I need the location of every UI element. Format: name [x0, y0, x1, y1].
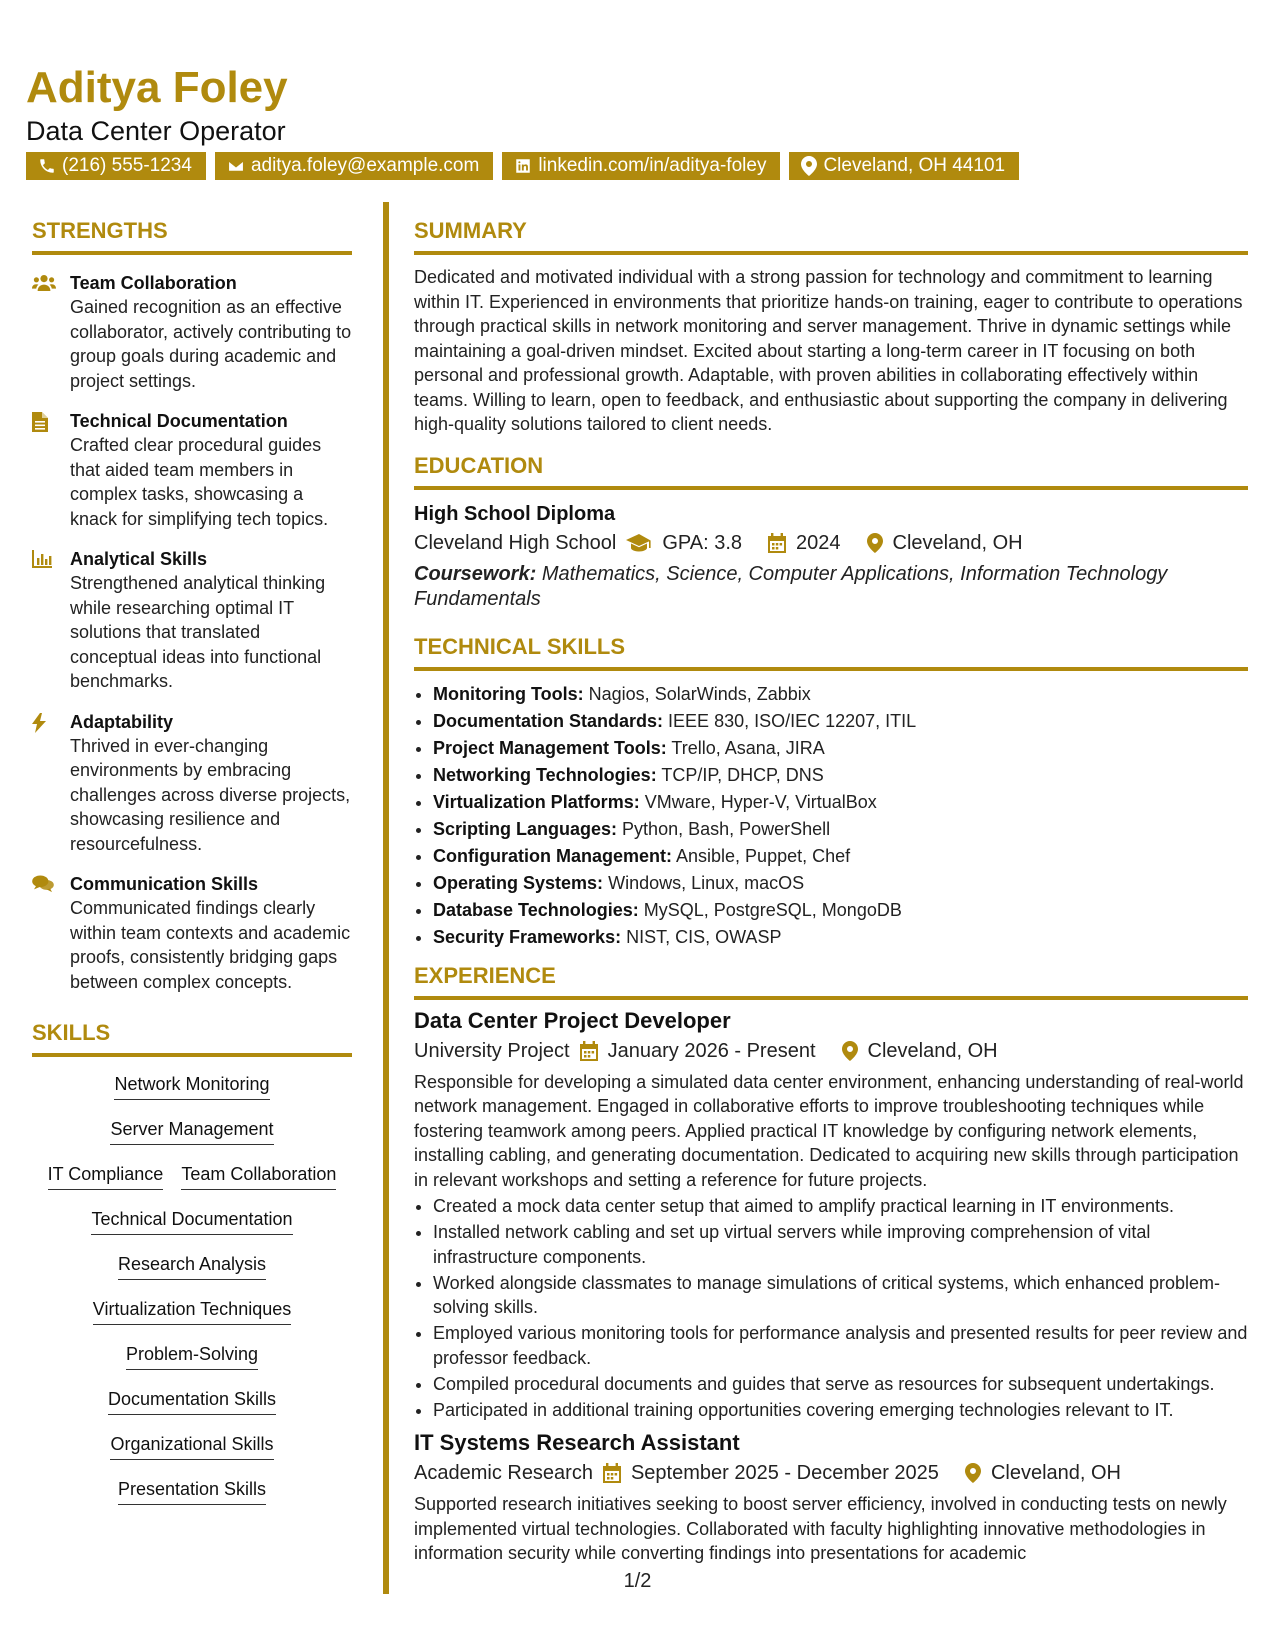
list-item — [433, 762, 1248, 789]
education-section — [414, 451, 1248, 612]
skill-label: Monitoring Tools: — [433, 683, 584, 704]
users-icon — [32, 274, 56, 292]
right-column — [414, 216, 1248, 1566]
linkedin-chip[interactable] — [502, 152, 780, 180]
degree-title: High School Diploma — [414, 502, 616, 525]
section-rule — [32, 1053, 352, 1057]
skill-label: Documentation Standards: — [433, 710, 664, 731]
map-pin-icon — [842, 1041, 858, 1061]
email-text: aditya.foley@example.com — [250, 155, 480, 176]
list-item: • Installed network cabling and set up virtual servers while improving comprehension of vital infrastructure components. — [433, 1220, 1248, 1269]
job-dates: January 2026 - Present — [607, 1039, 816, 1062]
list-item — [433, 897, 1248, 924]
column-divider — [383, 202, 389, 1594]
linkedin-text: linkedin.com/in/aditya-foley — [538, 155, 767, 176]
school-location: Cleveland, OH — [892, 531, 1023, 554]
strength-title: Team Collaboration — [70, 273, 237, 293]
school-name: Cleveland High School — [414, 531, 617, 554]
linkedin-icon — [514, 157, 532, 175]
skill-label: Operating Systems: — [433, 872, 604, 893]
job-location: Cleveland, OH — [990, 1462, 1121, 1484]
job-title: Data Center Project Developer — [414, 1007, 731, 1033]
job-entry — [414, 1006, 1248, 1423]
list-item — [433, 708, 1248, 735]
skill-label: Configuration Management: — [433, 845, 672, 866]
gpa-text: GPA: 3.8 — [662, 531, 743, 554]
envelope-icon — [227, 157, 245, 175]
graduation-cap-icon — [626, 534, 652, 552]
strength-item — [32, 409, 352, 531]
skill-value: Trello, Asana, JIRA — [671, 737, 825, 758]
strength-desc: Strengthened analytical thinking while researching optimal IT solutions that translated conceptual ideas into functional benchmarks. — [70, 573, 326, 691]
list-item — [433, 843, 1248, 870]
job-meta — [414, 1036, 1248, 1066]
grad-year: 2024 — [796, 531, 841, 554]
technical-skills-section — [414, 632, 1248, 951]
list-item — [433, 870, 1248, 897]
phone-chip[interactable] — [26, 152, 206, 180]
skill-label: Scripting Languages: — [433, 818, 618, 839]
skills-list — [32, 1071, 352, 1521]
strength-desc: Thrived in ever-changing environments by embracing challenges across diverse projects, showcasing resilience and resourcefulness. — [70, 735, 351, 854]
candidate-title: Data Center Operator — [26, 116, 286, 146]
skill-value: Python, Bash, PowerShell — [622, 818, 831, 839]
list-item: • Compiled procedural documents and guides that serve as resources for subsequent undertakings. — [433, 1372, 1248, 1397]
list-item: • Participated in additional training opportunities covering emerging technologies relevant to IT. — [433, 1398, 1248, 1423]
page-number: 1/2 — [623, 1570, 652, 1592]
skill-value: Nagios, SolarWinds, Zabbix — [588, 683, 811, 704]
contact-bar — [26, 152, 1019, 180]
skill-value: MySQL, PostgreSQL, MongoDB — [643, 899, 902, 920]
skill-value: Windows, Linux, macOS — [608, 872, 805, 893]
email-chip[interactable] — [215, 152, 493, 180]
strength-title: Adaptability — [70, 711, 174, 732]
technical-skills-heading: TECHNICAL SKILLS — [414, 633, 626, 659]
map-pin-icon — [965, 1463, 981, 1483]
section-rule — [32, 251, 352, 255]
job-org: Academic Research — [414, 1462, 593, 1484]
map-pin-icon — [801, 156, 817, 176]
chart-icon — [32, 550, 52, 568]
strength-item — [32, 547, 352, 694]
calendar-icon — [603, 1463, 621, 1483]
job-meta — [414, 1458, 1248, 1488]
strength-title: Communication Skills — [70, 874, 259, 894]
job-title: IT Systems Research Assistant — [414, 1430, 740, 1455]
summary-text: Dedicated and motivated individual with a strong passion for technology and commitment to learning within IT. Experienced in environments that prioritize hands-on training, eager to contribute to operations through practical skills in network monitoring and server management. Thrive in dynamic settings while maintaining a goal-driven mindset. Excited about starting a long-term career in IT focusing on both personal and professional growth. Adaptable, with proven abilities in collaborating effectively within teams. Willing to learn, open to feedback, and enthusiastic about supporting the company in delivering high-quality solutions tailored to client needs. — [414, 267, 1243, 434]
strength-title: Technical Documentation — [70, 411, 288, 431]
skill-label: Project Management Tools: — [433, 737, 667, 758]
strength-item — [32, 872, 352, 994]
skill-tag: Problem-Solving — [126, 1341, 258, 1370]
skill-tag: Presentation Skills — [118, 1476, 266, 1505]
list-item: • Worked alongside classmates to manage simulations of critical systems, which enhanced problem-solving skills. — [433, 1271, 1248, 1320]
location-chip — [789, 152, 1019, 180]
job-bullets — [414, 1194, 1248, 1422]
section-rule — [414, 667, 1248, 671]
experience-heading: EXPERIENCE — [414, 962, 556, 988]
calendar-icon — [580, 1041, 598, 1061]
list-item: • Created a mock data center setup that aimed to amplify practical learning in IT environments. — [433, 1194, 1248, 1219]
technical-skills-list — [414, 681, 1248, 951]
skill-value: Ansible, Puppet, Chef — [676, 845, 851, 866]
calendar-icon — [768, 533, 786, 553]
phone-icon — [38, 157, 56, 175]
phone-text: (216) 555-1234 — [62, 155, 192, 176]
skill-label: Virtualization Platforms: — [433, 791, 640, 812]
skill-value: VMware, Hyper-V, VirtualBox — [644, 791, 877, 812]
skill-value: TCP/IP, DHCP, DNS — [661, 764, 824, 785]
skill-value: IEEE 830, ISO/IEC 12207, ITIL — [668, 710, 917, 731]
skill-tag: Organizational Skills — [110, 1431, 273, 1460]
resume-header — [26, 60, 288, 146]
job-description: Responsible for developing a simulated data center environment, enhancing understanding of real-world network management. Engaged in collaborative efforts to improve troubleshooting techniques while fostering teamwork among peers. Applied practical IT knowledge by configuring network elements, installing cabling, and generating documentation. Dedicated to acquiring new skills through participation in relevant workshops and setting a reference for future projects. — [414, 1071, 1244, 1190]
skill-value: NIST, CIS, OWASP — [626, 926, 782, 947]
strength-desc: Communicated findings clearly within team contexts and academic proofs, consistently bridging gaps between complex concepts. — [70, 898, 351, 992]
bolt-icon — [32, 713, 46, 733]
skill-tag: Research Analysis — [118, 1251, 266, 1280]
job-org: University Project — [414, 1039, 570, 1062]
list-item: • Employed various monitoring tools for performance analysis and presented results for peer review and professor feedback. — [433, 1321, 1248, 1370]
strength-desc: Crafted clear procedural guides that aided team members in complex tasks, showcasing a knack for simplifying tech topics. — [70, 435, 329, 529]
list-item — [433, 789, 1248, 816]
strengths-section — [32, 216, 352, 994]
skill-label: Networking Technologies: — [433, 764, 657, 785]
section-rule — [414, 996, 1248, 1000]
list-item — [433, 735, 1248, 762]
coursework-text: Mathematics, Science, Computer Applications, Information Technology Fundamentals — [414, 562, 1168, 610]
skill-tag: Network Monitoring — [114, 1071, 269, 1100]
strength-title: Analytical Skills — [70, 549, 208, 569]
summary-section — [414, 216, 1248, 437]
skill-label: Security Frameworks: — [433, 926, 622, 947]
skill-tag: IT Compliance — [48, 1161, 164, 1190]
job-location: Cleveland, OH — [867, 1039, 998, 1062]
section-rule — [414, 251, 1248, 255]
location-text: Cleveland, OH 44101 — [823, 155, 1006, 176]
skill-tag: Team Collaboration — [181, 1161, 336, 1190]
section-rule — [414, 486, 1248, 490]
experience-section — [414, 961, 1248, 1566]
list-item — [433, 681, 1248, 708]
skills-section — [32, 1018, 352, 1521]
left-column — [32, 216, 352, 1521]
map-pin-icon — [867, 533, 883, 553]
education-meta — [414, 528, 1248, 558]
list-item — [433, 816, 1248, 843]
summary-heading: SUMMARY — [414, 218, 527, 243]
skill-tag: Virtualization Techniques — [93, 1296, 291, 1325]
coursework — [414, 562, 1248, 612]
education-heading: EDUCATION — [414, 452, 544, 478]
document-icon — [32, 412, 48, 432]
job-entry — [414, 1428, 1248, 1566]
skill-tag: Server Management — [110, 1116, 273, 1145]
job-description: Supported research initiatives seeking to boost server efficiency, involved in conducting tests on newly implemented virtual technologies. Collaborated with faculty highlighting innovative methodologies in information security while converting findings into presentations for academic — [414, 1494, 1227, 1563]
skill-tag: Documentation Skills — [108, 1386, 276, 1415]
skill-label: Database Technologies: — [433, 899, 639, 920]
candidate-name: Aditya Foley — [26, 63, 288, 112]
strengths-heading: STRENGTHS — [32, 218, 168, 243]
coursework-label: Coursework: — [414, 562, 537, 585]
comments-icon — [32, 875, 54, 893]
list-item — [433, 924, 1248, 951]
skill-tag: Technical Documentation — [91, 1206, 292, 1235]
job-dates: September 2025 - December 2025 — [630, 1462, 939, 1484]
strength-item — [32, 271, 352, 393]
strength-item — [32, 710, 352, 857]
skills-heading: SKILLS — [32, 1020, 111, 1045]
strength-desc: Gained recognition as an effective collaborator, actively contributing to group goals during academic and project settings. — [70, 297, 352, 391]
